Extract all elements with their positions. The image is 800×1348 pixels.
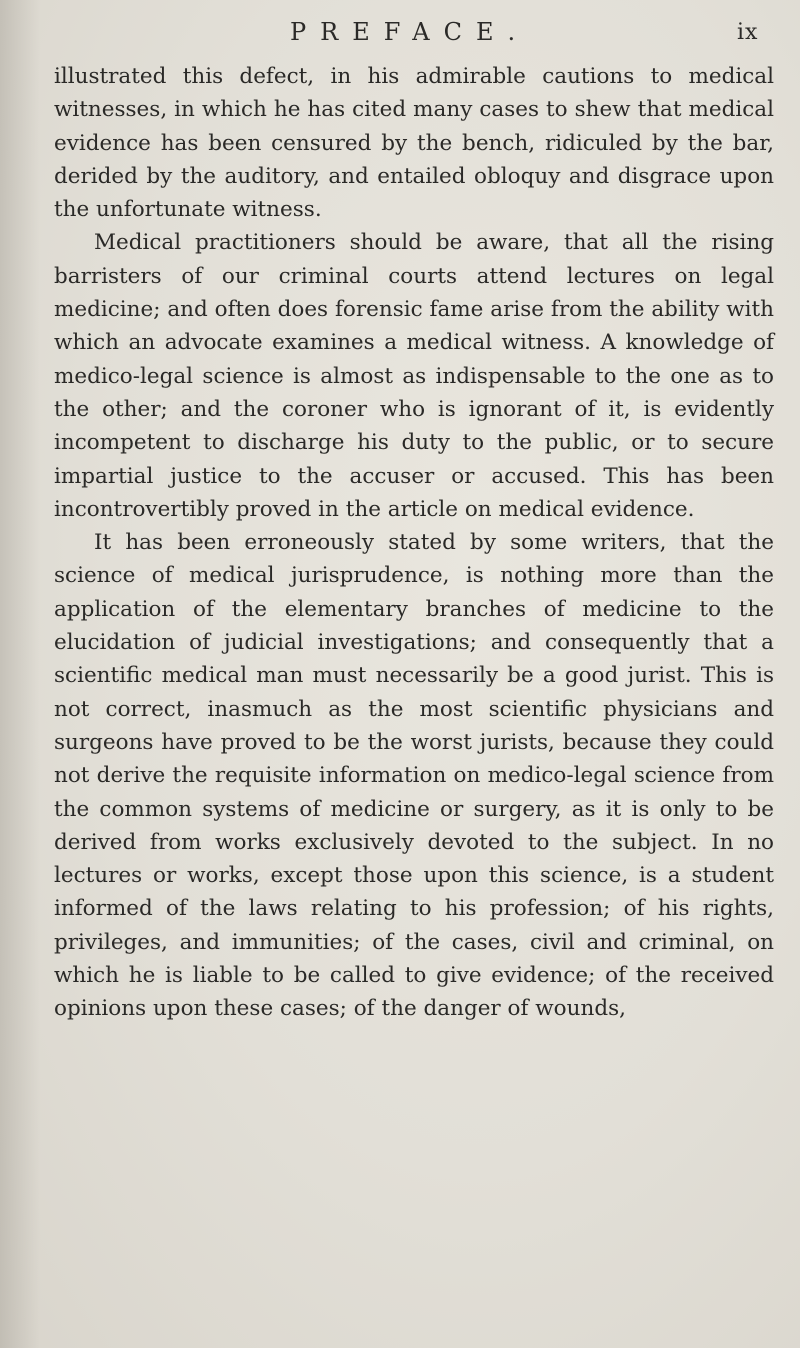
body-text [54, 60, 774, 1026]
paragraph: illustrated this defect, in his admirable cautions to medical witnesses, in which he has cited many cases to shew that medical evidence has been censured by the bench, ridiculed by the bar, derided by the auditory, and entailed obloquy and disgrace upon the unfortunate witness. [54, 64, 774, 223]
paragraph: Medical practitioners should be aware, that all the rising barristers of our criminal courts attend lectures on legal medicine; and often does forensic fame arise from the ability with which an advocate examines a medical witness. A knowledge of medico-legal science is almost as indispensable to the one as to the other; and the coroner who is ignorant of it, is evidently incompetent to discharge his duty to the public, or to secure impartial justice to the accuser or accused. This has been incontrovertibly proved in the article on medical evidence. [54, 230, 774, 522]
page-header [0, 14, 800, 54]
page-gutter-shadow [0, 0, 40, 1348]
running-title: PREFACE. [290, 18, 530, 46]
page-number: ix [737, 20, 759, 45]
paragraph: It has been erroneously stated by some writers, that the science of medical jurisprudence, is nothing more than the application of the elementary branches of medicine to the elucidation of judicial investigations; and consequently that a scientific medical man must necessarily be a good jurist. This is not correct, inasmuch as the most scientific physicians and surgeons have proved to be the worst jurists, because they could not derive the requisite information on medico-legal science from the common systems of medicine or surgery, as it is only to be derived from works exclusively devoted to the subject. In no lectures or works, except those upon this science, is a student informed of the laws relating to his profession; of his rights, privileges, and immunities; of the cases, civil and criminal, on which he is liable to be called to give evidence; of the received opinions upon these cases; of the danger of wounds, [54, 530, 774, 1022]
